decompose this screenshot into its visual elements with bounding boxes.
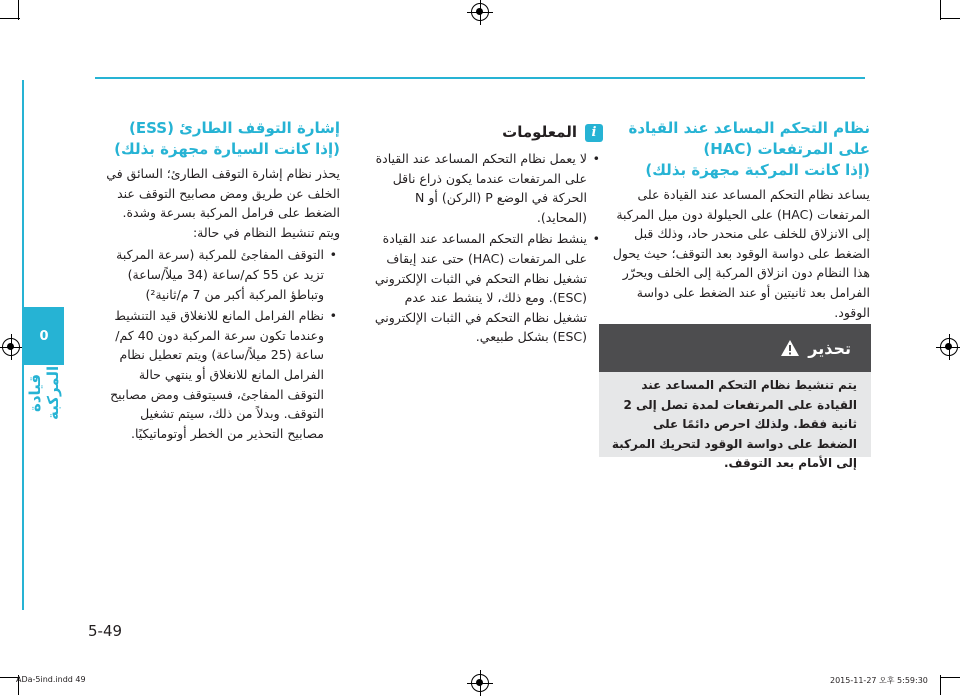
information-heading: المعلومات	[502, 123, 577, 141]
list-item: • لا يعمل نظام التحكم المساعد عند القيادة على المرتفعات عندما يكون ذراع ناقل الحركة في الوضع P (الركن) أو N (المحايد).	[367, 149, 603, 227]
chapter-number: 0	[39, 328, 49, 344]
hac-section	[608, 118, 870, 322]
warning-triangle-icon	[780, 339, 800, 357]
registration-mark-icon	[471, 3, 489, 21]
ess-condition-intro: ويتم تنشيط النظام في حالة:	[192, 224, 340, 240]
hac-heading-line2: على المرتفعات (HAC)	[703, 140, 870, 158]
warning-header	[599, 324, 871, 372]
footer-timestamp: 2015-11-27 오후 5:59:30	[830, 676, 928, 685]
crop-mark	[0, 18, 20, 19]
crop-mark	[940, 18, 960, 19]
ess-heading-subtitle: (إذا كانت السيارة مجهزة بذلك)	[114, 140, 340, 158]
registration-mark-icon	[940, 338, 958, 356]
ess-intro: يحذر نظام إشارة التوقف الطارئ؛ السائق في الخلف عن طريق ومض مصابيح التوقف عند الضغط على فرامل المركبة بسرعة وشدة.	[106, 166, 340, 221]
warning-text: يتم تنشيط نظام التحكم المساعد عند القيادة على المرتفعات لمدة تصل إلى 2 ثانية فقط. ولذلك احرص دائمًا على الضغط على دواسة الوقود لتحريك المركبة إلى الأمام بعد التوقف.	[611, 378, 857, 470]
registration-mark-icon	[471, 674, 489, 692]
ess-section	[100, 118, 340, 445]
list-item: • التوقف المفاجئ للمركبة (سرعة المركبة تزيد عن 55 كم/ساعة (34 ميلاً/ساعة) وتباطؤ المركبة أكبر من 7 م/ثانية²)	[100, 245, 340, 304]
footer-file-name: ADa-5ind.indd 49	[16, 675, 86, 684]
crop-mark	[940, 0, 941, 20]
list-item: • نظام الفرامل المانع للانغلاق قيد التنشيط وعندما تكون سرعة المركبة دون 40 كم/ساعة (25 ميلاً/ساعة) ويتم تعطيل نظام الفرامل المانع للانغلاق أو ينتهي حالة التوقف المفاجئ، فسيتوقف ومض مصابيح التوقف. وبدلاً من ذلك، سيتم تشغيل مصابيح التحذير من الخطر أوتوماتيكيًا.	[100, 306, 340, 443]
info-icon: i	[585, 124, 603, 142]
hac-heading: نظام التحكم المساعد عند القيادة	[628, 119, 870, 137]
hac-heading-subtitle: (إذا كانت المركبة مجهزة بذلك)	[645, 161, 870, 179]
information-section	[367, 122, 603, 349]
warning-title: تحذير	[808, 338, 851, 358]
list-item: • ينشط نظام التحكم المساعد عند القيادة على المرتفعات (HAC) حتى عند إيقاف تشغيل نظام التحكم في الثبات الإلكتروني (ESC). ومع ذلك، لا ينشط عند عدم تشغيل نظام التحكم في الثبات الإلكتروني (ESC) بشكل طبيعي.	[367, 229, 603, 347]
information-header	[367, 122, 603, 143]
crop-mark	[940, 675, 941, 695]
top-rule	[95, 77, 865, 79]
ess-condition-list	[100, 245, 340, 443]
hac-paragraph: يساعد نظام التحكم المساعد عند القيادة على المرتفعات (HAC) على الحيلولة دون ميل المركبة إلى الانزلاق للخلف على منحدر حاد، وذلك قبل الضغط على دواسة الوقود بعد التوقف؛ حيث يحول هذا النظام دون انزلاق المركبة إلى الخلف ويحرّر الفرامل بعد ثانيتين أو عند الضغط على دواسة الوقود.	[612, 187, 870, 320]
registration-mark-icon	[2, 338, 20, 356]
chapter-title: قيادة المركبة	[26, 365, 62, 421]
crop-mark	[18, 0, 19, 20]
crop-mark	[940, 677, 960, 678]
information-list	[367, 149, 603, 347]
ess-heading: إشارة التوقف الطارئ (ESS)	[129, 119, 340, 137]
page-number: 5-49	[88, 622, 123, 640]
warning-box	[599, 324, 871, 470]
